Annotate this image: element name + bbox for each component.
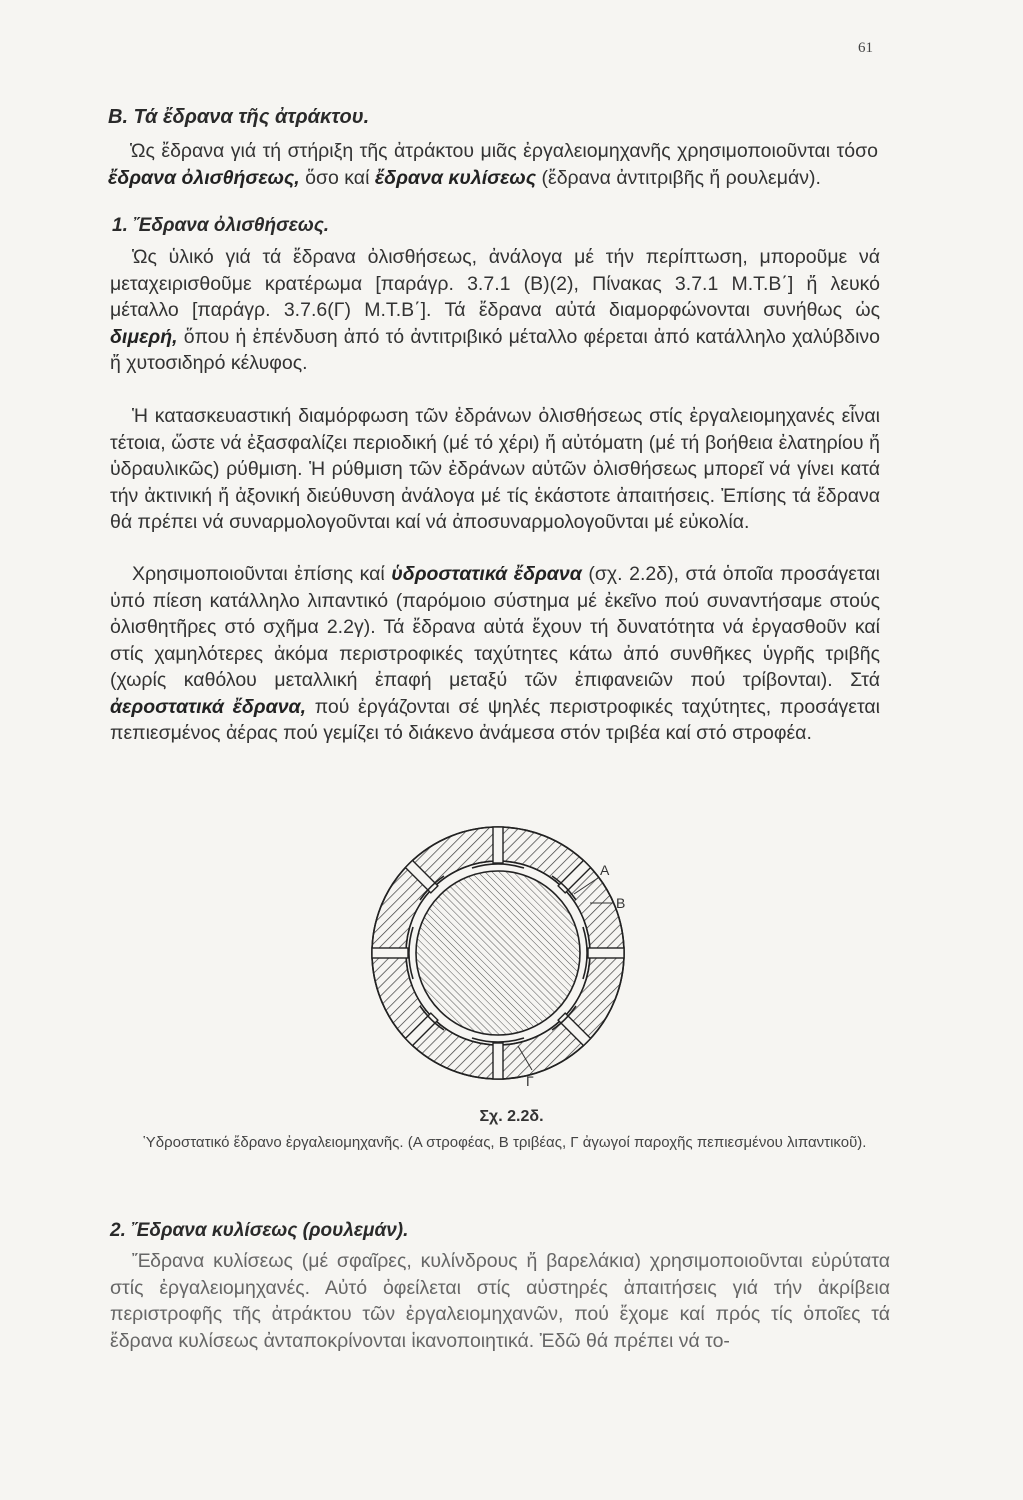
paragraph-rolling-bearings: Ἔδρανα κυλίσεως (μέ σφαῖρες, κυλίνδρους ἤ βαρελάκια) χρησιμοποιοῦνται εὐρύτατα στίς ἐργαλειομηχανές. Αὐτό ὀφείλεται στίς αὐστηρές ἀπαιτήσεις γιά τήν ἀκρίβεια περιστροφῆς τῆς ἀτράκτου τῶν ἐργαλειομηχανῶν, πού ἔχομε καί πρός τίς ὁποῖες τά ἔδρανα κυλίσεως ἀνταποκρίνονται ἱκανοποιητικά. Ἐδῶ θά πρέπει νά το- bbox=[110, 1250, 890, 1352]
paragraph-sliding-material: Ὡς ὑλικό γιά τά ἔδρανα ὀλισθήσεως, ἀνάλογα μέ τήν περίπτωση, μποροῦμε νά μεταχειρισθοῦμε κρατέρωμα [παράγρ. 3.7.1 (Β)(2), Πίνακας 3.7.1 Μ.Τ.Β΄] ἤ λευκό μέταλλο [παράγρ. 3.7.6(Γ) Μ.Τ.Β΄]. Τά ἔδρανα αὐτά διαμορφώνονται συνήθως ὡς διμερή, ὅπου ἡ ἐπένδυση ἀπό τό ἀντιτριβικό μέταλλο φέρεται ἀπό κατάλληλο χαλύβδινο ἤ χυτοσιδηρό κέλυφος. bbox=[110, 246, 880, 374]
hydrostatic-bearing-figure bbox=[360, 818, 650, 1088]
term-hydrostatic-bearings: ὑδροστατικά ἔδρανα bbox=[391, 563, 582, 585]
term-sliding-bearings: ἔδρανα ὀλισθήσεως, bbox=[108, 166, 300, 189]
label-b: Β bbox=[616, 895, 626, 911]
subsection-2-heading: 2. Ἔδρανα κυλίσεως (ρουλεμάν). bbox=[110, 1220, 409, 1241]
section-b-heading: Β. Τά ἔδρανα τῆς ἀτράκτου. bbox=[108, 106, 370, 128]
label-g: Γ bbox=[526, 1073, 534, 1088]
term-rolling-bearings: ἔδρανα κυλίσεως bbox=[374, 166, 537, 189]
label-a: Α bbox=[600, 862, 610, 878]
figure-title: Σχ. 2.2δ. bbox=[479, 1108, 544, 1125]
figure-caption: Ὑδροστατικό ἔδρανο ἐργαλειομηχανῆς. (Α στροφέας, Β τριβέας, Γ ἀγωγοί παροχῆς πεπιεσμένου λιπαντικοῦ). bbox=[143, 1134, 867, 1151]
term-two-part: διμερή, bbox=[110, 325, 178, 348]
term-aerostatic-bearings: ἀεροστατικά ἔδρανα, bbox=[110, 695, 307, 718]
paragraph-hydrostatic: Χρησιμοποιοῦνται ἐπίσης καί ὑδροστατικά ἔδρανα (σχ. 2.2δ), στά ὁποῖα προσάγεται ὑπό πίεση κατάλληλο λιπαντικό (παρόμοιο σύστημα μέ ἐκεῖνο πού συναντήσαμε στούς ὀλισθητῆρες στό σχῆμα 2.2γ). Τά ἔδρανα αὐτά ἔχουν τή δυνατότητα νά ἐργασθοῦν καί στίς χαμηλότερες ἀκόμα περιστροφικές ταχύτητες κάτω ἀπό συνθῆκες ὑγρῆς τριβῆς (χωρίς καθόλου μεταλλική ἐπαφή μεταξύ τῶν ἐπιφανειῶν πού τρίβονται). Στά ἀεροστατικά ἔδρανα, πού ἐργάζονται σέ ψηλές περιστροφικές ταχύτητες, προσάγεται πεπιεσμένος ἀέρας πού γεμίζει τό διάκενο ἀνάμεσα στόν τριβέα καί στό στροφέα. bbox=[110, 563, 880, 744]
intro-paragraph: Ὡς ἔδρανα γιά τή στήριξη τῆς ἀτράκτου μιᾶς ἐργαλειομηχανῆς χρησιμοποιοῦνται τόσο ἔδρανα ὀλισθήσεως, ὅσο καί ἔδρανα κυλίσεως (ἔδρανα ἀντιτριβῆς ἤ ρουλεμάν). bbox=[108, 140, 878, 189]
subsection-1-heading: 1. Ἔδρανα ὀλισθήσεως. bbox=[112, 215, 330, 236]
bearing-shaft bbox=[416, 871, 580, 1035]
paragraph-adjustment: Ἡ κατασκευαστική διαμόρφωση τῶν ἐδράνων ὀλισθήσεως στίς ἐργαλειομηχανές εἶναι τέτοια, ὥστε νά ἐξασφαλίζει περιοδική (μέ τό χέρι) ἤ αὐτόματη (μέ τή βοήθεια ἐλατηρίου ἤ ὑδραυλικῶς) ρύθμιση. Ἡ ρύθμιση τῶν ἐδράνων αὐτῶν ὀλισθήσεως μπορεῖ νά γίνει κατά τήν ἀκτινική ἤ ἀξονική διεύθυνση ἀνάλογα μέ τίς ἑκάστοτε ἀπαιτήσεις. Ἐπίσης τά ἔδρανα θά πρέπει νά συναρμολογοῦνται καί νά ἀποσυναρμολογοῦνται μέ εὐκολία. bbox=[110, 405, 880, 533]
page-number: 61 bbox=[858, 40, 873, 56]
